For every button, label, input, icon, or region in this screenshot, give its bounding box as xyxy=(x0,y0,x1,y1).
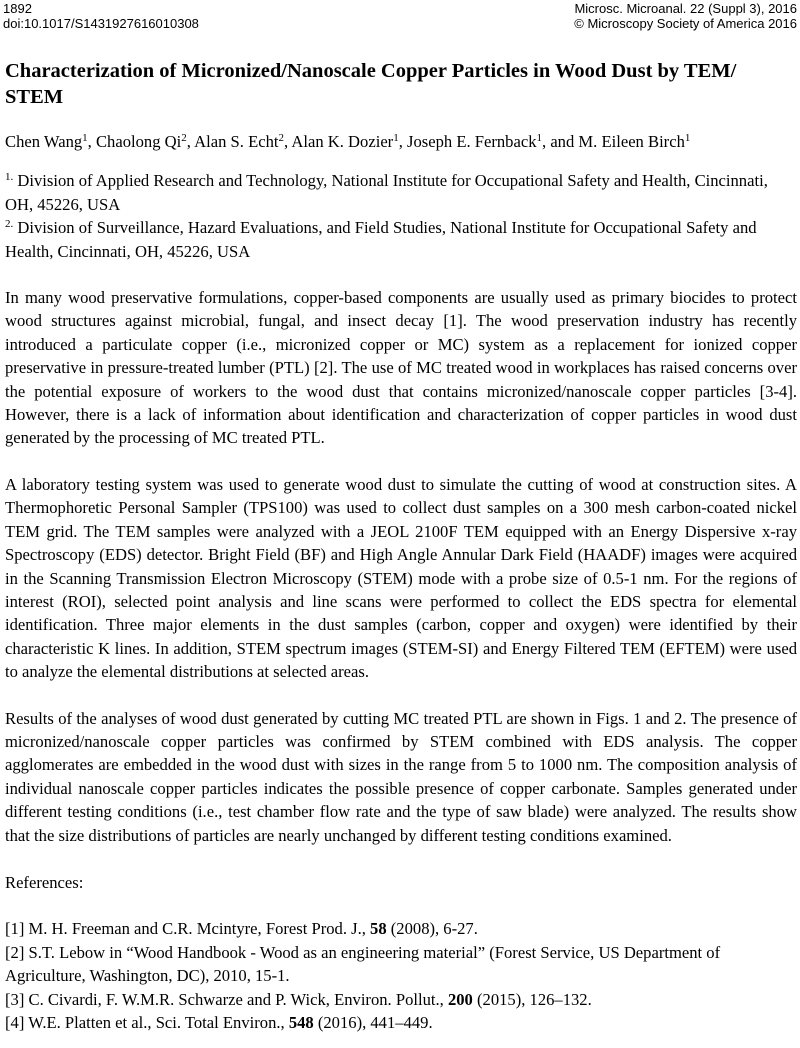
author: Chaolong Qi$^2$ xyxy=(95,131,187,151)
author: Joseph E. Fernback$^1$ xyxy=(407,131,543,151)
page-header xyxy=(0,0,800,34)
header-left xyxy=(3,1,199,31)
references-heading: References: xyxy=(5,872,84,892)
author-list: Chen Wang$^1$, Chaolong Qi$^2$, Alan S. Echt$^2$, Alan K. Dozier$^1$, Joseph E. Fernback$^1$, and M. Eileen Birch$^1$ xyxy=(5,131,691,151)
abstract-body xyxy=(5,58,797,1034)
reference-item: [4] W.E. Platten et al., Sci. Total Environ., 548 (2016), 441–449. xyxy=(5,1013,433,1032)
affiliation: $^{1.}$ Division of Applied Research and Technology, National Institute for Occupational Safety and Health, Cincinnati, OH, 45226, USA xyxy=(5,171,768,214)
paragraph-results: Results of the analyses of wood dust generated by cutting MC treated PTL are shown in Figs. 1 and 2. The presence of micronized/nanoscale copper particles was confirmed by STEM combined with EDS analysis. The copper agglomerates are embedded in the wood dust with sizes in the range from 5 to 1000 nm. The composition analysis of individual nanoscale copper particles indicates the possible presence of copper carbonate. Samples generated under different testing conditions (i.e., test chamber flow rate and the type of saw blade) were analyzed. The results show that the size distributions of particles are nearly unchanged by different testing conditions examined. xyxy=(5,708,797,845)
paragraph-methods: A laboratory testing system was used to generate wood dust to simulate the cutting of wood at construction sites. A Thermophoretic Personal Sampler (TPS100) was used to collect dust samples on a 300 mesh carbon-coated nickel TEM grid. The TEM samples were analyzed with a JEOL 2100F TEM equipped with an Energy Dispersive x-ray Spectroscopy (EDS) detector. Bright Field (BF) and High Angle Annular Dark Field (HAADF) images were acquired in the Scanning Transmission Electron Microscopy (STEM) mode with a probe size of 0.5-1 nm. For the regions of interest (ROI), selected point analysis and line scans were performed to collect the EDS spectra for elemental identification. Three major elements in the dust samples (carbon, copper and oxygen) were identified by their characteristic K lines. In addition, STEM spectrum images (STEM-SI) and Energy Filtered TEM (EFTEM) were used to analyze the elemental distributions at selected areas. xyxy=(5,474,797,682)
author: Alan S. Echt$^2$ xyxy=(194,131,284,151)
journal-citation: Microsc. Microanal. 22 (Suppl 3), 2016 xyxy=(574,1,797,16)
doi: doi:10.1017/S1431927616010308 xyxy=(3,16,199,31)
paragraph-intro: In many wood preservative formulations, copper-based components are usually used as primary biocides to protect wood structures against microbial, fungal, and insect decay [1]. The wood preservation industry has recently introduced a particulate copper (i.e., micronized copper or MC) system as a replacement for ionized copper preservative in pressure-treated lumber (PTL) [2]. The use of MC treated wood in workplaces has raised concerns over the potential exposure of workers to the wood dust that contains micronized/nanoscale copper particles [3-4]. However, there is a lack of information about identification and characterization of copper particles in wood dust generated by the processing of MC treated PTL. xyxy=(5,288,797,448)
affiliation-list xyxy=(5,169,797,263)
references-list xyxy=(5,917,797,1034)
author: Alan K. Dozier$^1$ xyxy=(291,131,399,151)
author: M. Eileen Birch$^1$ xyxy=(578,131,691,151)
affiliation: $^{2.}$ Division of Surveillance, Hazard Evaluations, and Field Studies, National Institute for Occupational Safety and Health, Cincinnati, OH, 45226, USA xyxy=(5,218,757,261)
page-number: 1892 xyxy=(3,1,32,16)
author: Chen Wang$^1$ xyxy=(5,131,88,151)
reference-item: [3] C. Civardi, F. W.M.R. Schwarze and P. Wick, Environ. Pollut., 200 (2015), 126–132. xyxy=(5,989,592,1009)
reference-item: [2] S.T. Lebow in “Wood Handbook - Wood as an engineering material” (Forest Service, US Department of Agriculture, Washington, DC), 2010, 15-1. xyxy=(5,942,721,986)
reference-item: [1] M. H. Freeman and C.R. Mcintyre, Forest Prod. J., 58 (2008), 6-27. xyxy=(5,919,478,939)
paper-title: Characterization of Micronized/Nanoscale Copper Particles in Wood Dust by TEM/ STEM xyxy=(5,60,737,108)
header-right xyxy=(574,1,797,31)
copyright: © Microscopy Society of America 2016 xyxy=(574,16,797,31)
